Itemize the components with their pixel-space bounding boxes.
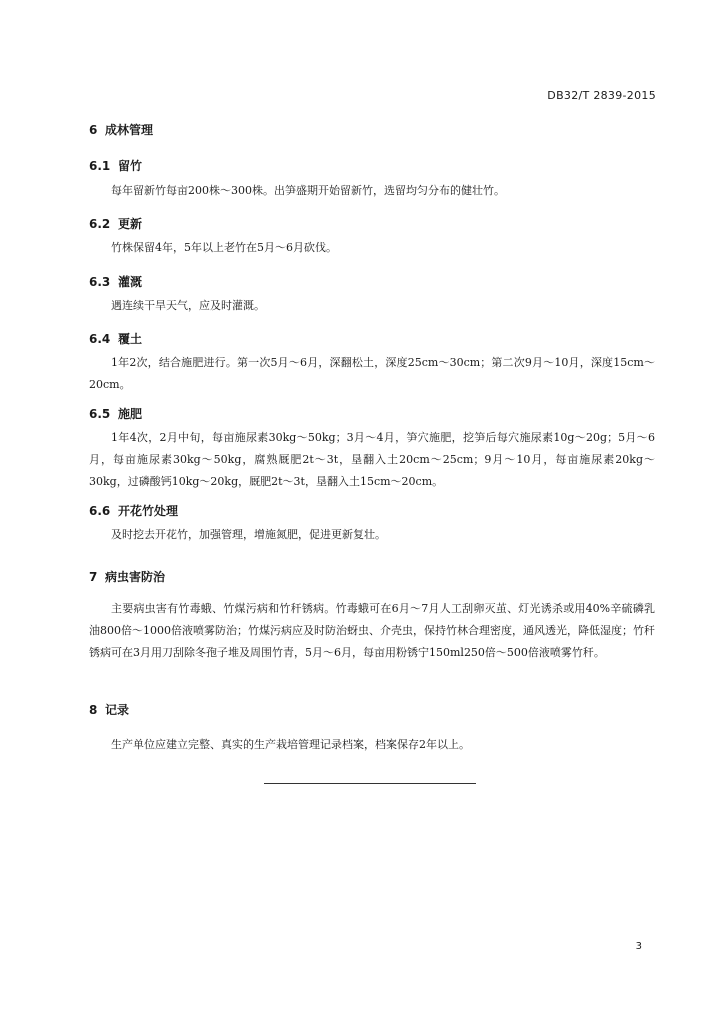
section-7-heading [89,568,165,585]
section-6-4-body: 1年2次，结合施肥进行。第一次5月～6月，深翻松土，深度25cm～30cm；第二次9月～10月，深度15cm～20cm。 [89,356,655,391]
section-title: 病虫害防治 [105,570,166,584]
section-number: 6.2 [89,217,111,231]
section-number: 6.4 [89,332,111,346]
section-6-2-heading [89,215,142,232]
page-number: 3 [635,941,642,952]
section-6-1-heading [89,157,142,174]
section-6-heading [89,121,153,138]
section-7-body: 主要病虫害有竹毒蛾、竹煤污病和竹秆锈病。竹毒蛾可在6月～7月人工刮卵灭茧、灯光诱杀或用40%辛硫磷乳油800倍～1000倍液喷雾防治；竹煤污病应及时防治蚜虫、介壳虫，保持竹林合理密度，通风透光，降低湿度；竹秆锈病可在3月用刀刮除冬孢子堆及周围竹青，5月～6月，每亩用粉锈宁150ml250倍～500倍液喷雾竹秆。 [89,602,655,659]
section-title: 覆土 [118,332,143,346]
section-title: 更新 [118,217,143,231]
section-title: 成林管理 [105,123,154,137]
section-title: 开花竹处理 [118,504,179,518]
section-6-5-heading [89,405,142,422]
section-6-5-body: 1年4次，2月中旬，每亩施尿素30kg～50kg；3月～4月，笋穴施肥，挖笋后每穴施尿素10g～20g；5月～6月，每亩施尿素30kg～50kg，腐熟厩肥2t～3t，垦翻入土20cm～25cm；9月～10月，每亩施尿素20kg～30kg，过磷酸钙10kg～20kg，厩肥2t～3t，垦翻入土15cm～20cm。 [89,431,655,488]
section-number: 8 [89,703,98,717]
section-6-2-body: 竹株保留4年，5年以上老竹在5月～6月砍伐。 [111,241,337,254]
section-number: 7 [89,570,98,584]
section-title: 留竹 [118,159,143,173]
section-title: 记录 [105,703,130,717]
section-6-6-heading [89,502,178,519]
section-6-1-body: 每年留新竹每亩200株～300株。出笋盛期开始留新竹，选留均匀分布的健壮竹。 [111,184,505,197]
section-6-3-heading [89,273,142,290]
section-number: 6 [89,123,98,137]
section-number: 6.1 [89,159,111,173]
section-number: 6.5 [89,407,111,421]
section-8-heading [89,701,129,718]
document-code: DB32/T 2839-2015 [547,89,656,102]
section-title: 施肥 [118,407,143,421]
section-6-4-heading [89,330,142,347]
section-8-body: 生产单位应建立完整、真实的生产栽培管理记录档案，档案保存2年以上。 [111,738,470,751]
section-6-3-body: 遇连续干旱天气，应及时灌溉。 [111,299,265,312]
section-title: 灌溉 [118,275,143,289]
section-number: 6.3 [89,275,111,289]
section-number: 6.6 [89,504,111,518]
section-6-6-body: 及时挖去开花竹，加强管理，增施氮肥，促进更新复壮。 [111,528,386,541]
end-rule [264,783,476,784]
